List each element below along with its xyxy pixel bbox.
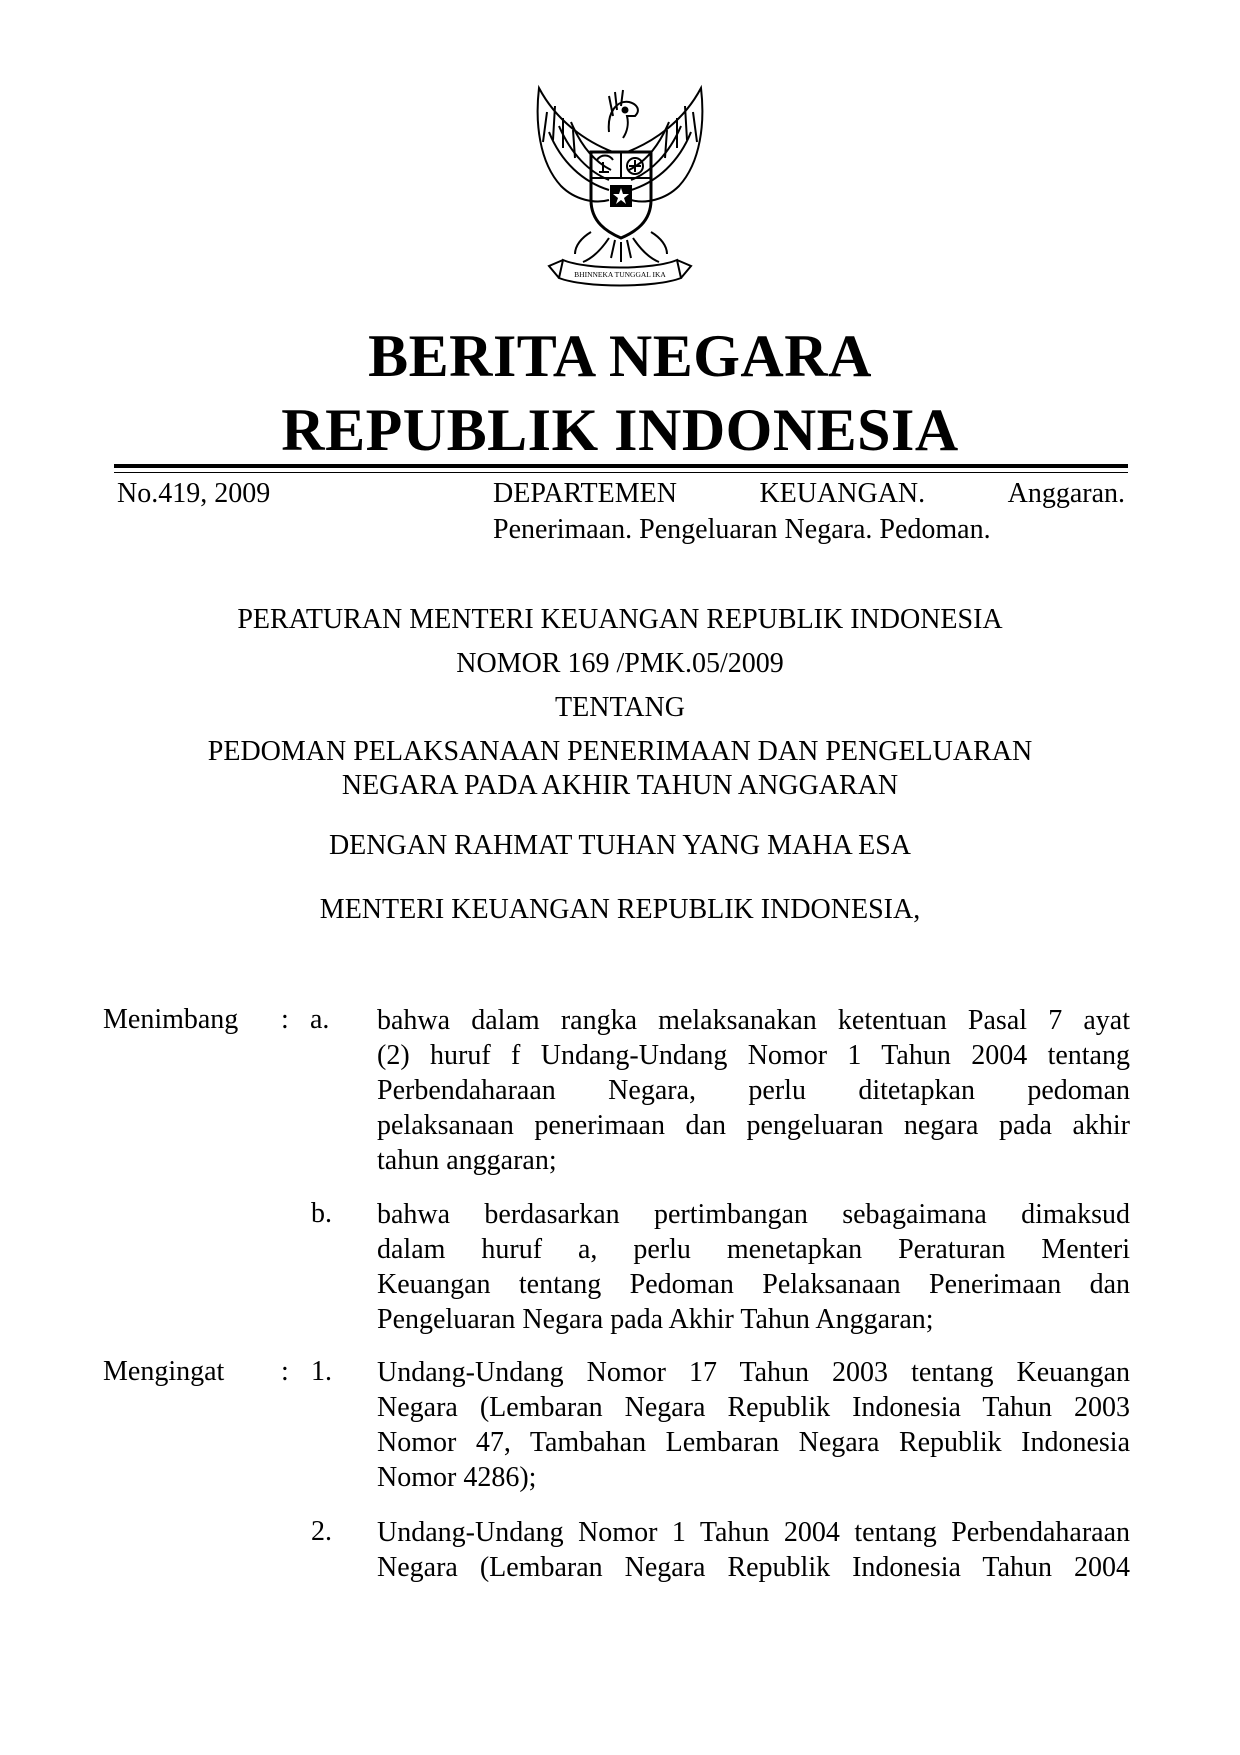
regulation-tentang: TENTANG xyxy=(555,692,685,723)
mengingat-colon: : xyxy=(281,1356,289,1387)
issue-subject-word: KEUANGAN. xyxy=(759,478,926,509)
paragraph-line: Nomor 47, Tambahan Lembaran Negara Republik Indonesia xyxy=(377,1427,1130,1458)
mengingat-label: Mengingat xyxy=(103,1356,225,1387)
paragraph-line: Undang-Undang Nomor 17 Tahun 2003 tentang Keuangan xyxy=(377,1357,1130,1388)
paragraph-line: tahun anggaran; xyxy=(377,1145,557,1176)
menimbang-item-a xyxy=(377,1003,1130,1178)
menimbang-label: Menimbang xyxy=(103,1004,239,1035)
regulation-subject-line1: PEDOMAN PELAKSANAAN PENERIMAAN DAN PENGELUARAN xyxy=(207,736,1033,767)
paragraph-line: bahwa dalam rangka melaksanakan ketentuan Pasal 7 ayat xyxy=(377,1005,1130,1036)
regulation-title: PERATURAN MENTERI KEUANGAN REPUBLIK INDONESIA xyxy=(237,604,1003,635)
issue-number: No.419, 2009 xyxy=(117,478,271,509)
mengingat-item-1 xyxy=(377,1355,1130,1495)
regulation-number: NOMOR 169 /PMK.05/2009 xyxy=(456,648,784,679)
menimbang-colon: : xyxy=(281,1004,289,1035)
gazette-title-line2: REPUBLIK INDONESIA xyxy=(281,397,959,463)
paragraph-line: Perbendaharaan Negara, perlu ditetapkan pedoman xyxy=(377,1075,1130,1106)
mengingat-marker-2: 2. xyxy=(311,1516,332,1547)
paragraph-line: Nomor 4286); xyxy=(377,1462,537,1493)
regulation-subject-line2: NEGARA PADA AKHIR TAHUN ANGGARAN xyxy=(341,770,899,801)
garuda-emblem-icon xyxy=(517,82,723,296)
issue-subject xyxy=(493,476,1125,548)
menimbang-item-b xyxy=(377,1197,1130,1337)
issue-subject-line1 xyxy=(493,476,1125,512)
menimbang-marker-b: b. xyxy=(311,1198,332,1229)
paragraph-line: Pengeluaran Negara pada Akhir Tahun Anggaran; xyxy=(377,1304,934,1335)
paragraph-line: Negara (Lembaran Negara Republik Indonesia Tahun 2004 xyxy=(377,1552,1130,1583)
issue-subject-line2: Penerimaan. Pengeluaran Negara. Pedoman. xyxy=(493,514,991,545)
issue-subject-word: DEPARTEMEN xyxy=(493,478,677,509)
paragraph-line: (2) huruf f Undang-Undang Nomor 1 Tahun 2004 tentang xyxy=(377,1040,1130,1071)
emblem-motto: BHINNEKA TUNGGAL IKA xyxy=(574,270,666,279)
gazette-title-line1: BERITA NEGARA xyxy=(368,323,872,389)
paragraph-line: bahwa berdasarkan pertimbangan sebagaimana dimaksud xyxy=(377,1199,1130,1230)
paragraph-line: pelaksanaan penerimaan dan pengeluaran negara pada akhir xyxy=(377,1110,1130,1141)
paragraph-line: Undang-Undang Nomor 1 Tahun 2004 tentang Perbendaharaan xyxy=(377,1517,1130,1548)
paragraph-line: dalam huruf a, perlu menetapkan Peraturan Menteri xyxy=(377,1234,1130,1265)
mengingat-marker-1: 1. xyxy=(311,1356,332,1387)
header-rule-thin xyxy=(114,472,1128,473)
menimbang-marker-a: a. xyxy=(310,1004,330,1035)
paragraph-line: Negara (Lembaran Negara Republik Indonesia Tahun 2003 xyxy=(377,1392,1130,1423)
paragraph-line: Keuangan tentang Pedoman Pelaksanaan Penerimaan dan xyxy=(377,1269,1130,1300)
header-rule-thick xyxy=(114,464,1128,468)
mengingat-item-2 xyxy=(377,1515,1130,1585)
issue-subject-word: Anggaran. xyxy=(1007,478,1125,509)
issuer: MENTERI KEUANGAN REPUBLIK INDONESIA, xyxy=(319,894,921,925)
invocation: DENGAN RAHMAT TUHAN YANG MAHA ESA xyxy=(328,830,912,861)
